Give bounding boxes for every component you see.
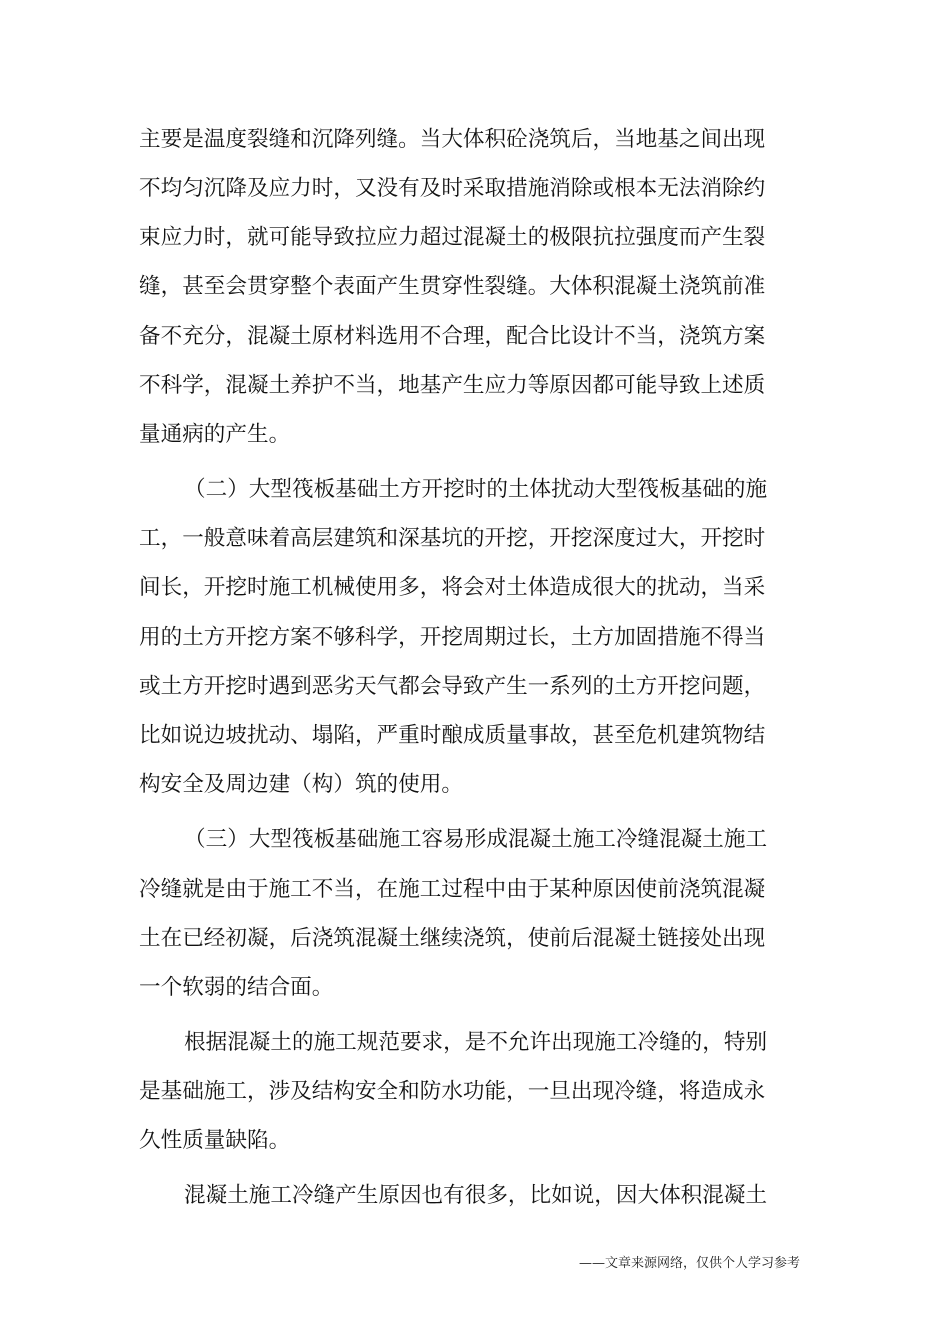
text-line: 构安全及周边建（构）筑的使用。 [139,772,463,797]
text-line: 比如说边坡扰动、塌陷，严重时酿成质量事故，甚至危机建筑物结 [139,723,766,748]
text-line: 或土方开挖时遇到恶劣天气都会导致产生一系列的土方开挖问题， [139,674,766,699]
text-line: 是基础施工，涉及结构安全和防水功能，一旦出现冷缝，将造成永 [139,1079,766,1104]
text-line: 工，一般意味着高层建筑和深基坑的开挖，开挖深度过大，开挖时 [139,526,766,551]
text-line: 混凝土施工冷缝产生原因也有很多，比如说，因大体积混凝土 [184,1183,768,1208]
text-line: 束应力时，就可能导致拉应力超过混凝土的极限抗拉强度而产生裂 [139,225,766,250]
text-line: 一个软弱的结合面。 [139,975,334,1000]
text-line: 不均匀沉降及应力时，又没有及时采取措施消除或根本无法消除约 [139,176,766,201]
footer-note: ——文章来源网络，仅供个人学习参考 [578,1256,800,1271]
text-line: （三）大型筏板基础施工容易形成混凝土施工冷缝混凝土施工 [184,827,768,852]
text-line: 冷缝就是由于施工不当，在施工过程中由于某种原因使前浇筑混凝 [139,877,766,902]
text-line: 备不充分，混凝土原材料选用不合理，配合比设计不当，浇筑方案 [139,324,766,349]
text-line: 主要是温度裂缝和沉降列缝。当大体积砼浇筑后，当地基之间出现 [139,127,766,152]
text-line: （二）大型筏板基础土方开挖时的土体扰动大型筏板基础的施 [184,477,768,502]
text-line: 根据混凝土的施工规范要求，是不允许出现施工冷缝的，特别 [184,1030,768,1055]
text-line: 久性质量缺陷。 [139,1128,291,1153]
text-line: 间长，开挖时施工机械使用多，将会对土体造成很大的扰动，当采 [139,575,766,600]
text-line: 用的土方开挖方案不够科学，开挖周期过长，土方加固措施不得当 [139,625,766,650]
text-line: 不科学，混凝土养护不当，地基产生应力等原因都可能导致上述质 [139,373,766,398]
text-line: 缝，甚至会贯穿整个表面产生贯穿性裂缝。大体积混凝土浇筑前准 [139,274,766,299]
text-line: 土在已经初凝，后浇筑混凝土继续浇筑，使前后混凝土链接处出现 [139,926,766,951]
text-line: 量通病的产生。 [139,422,291,447]
